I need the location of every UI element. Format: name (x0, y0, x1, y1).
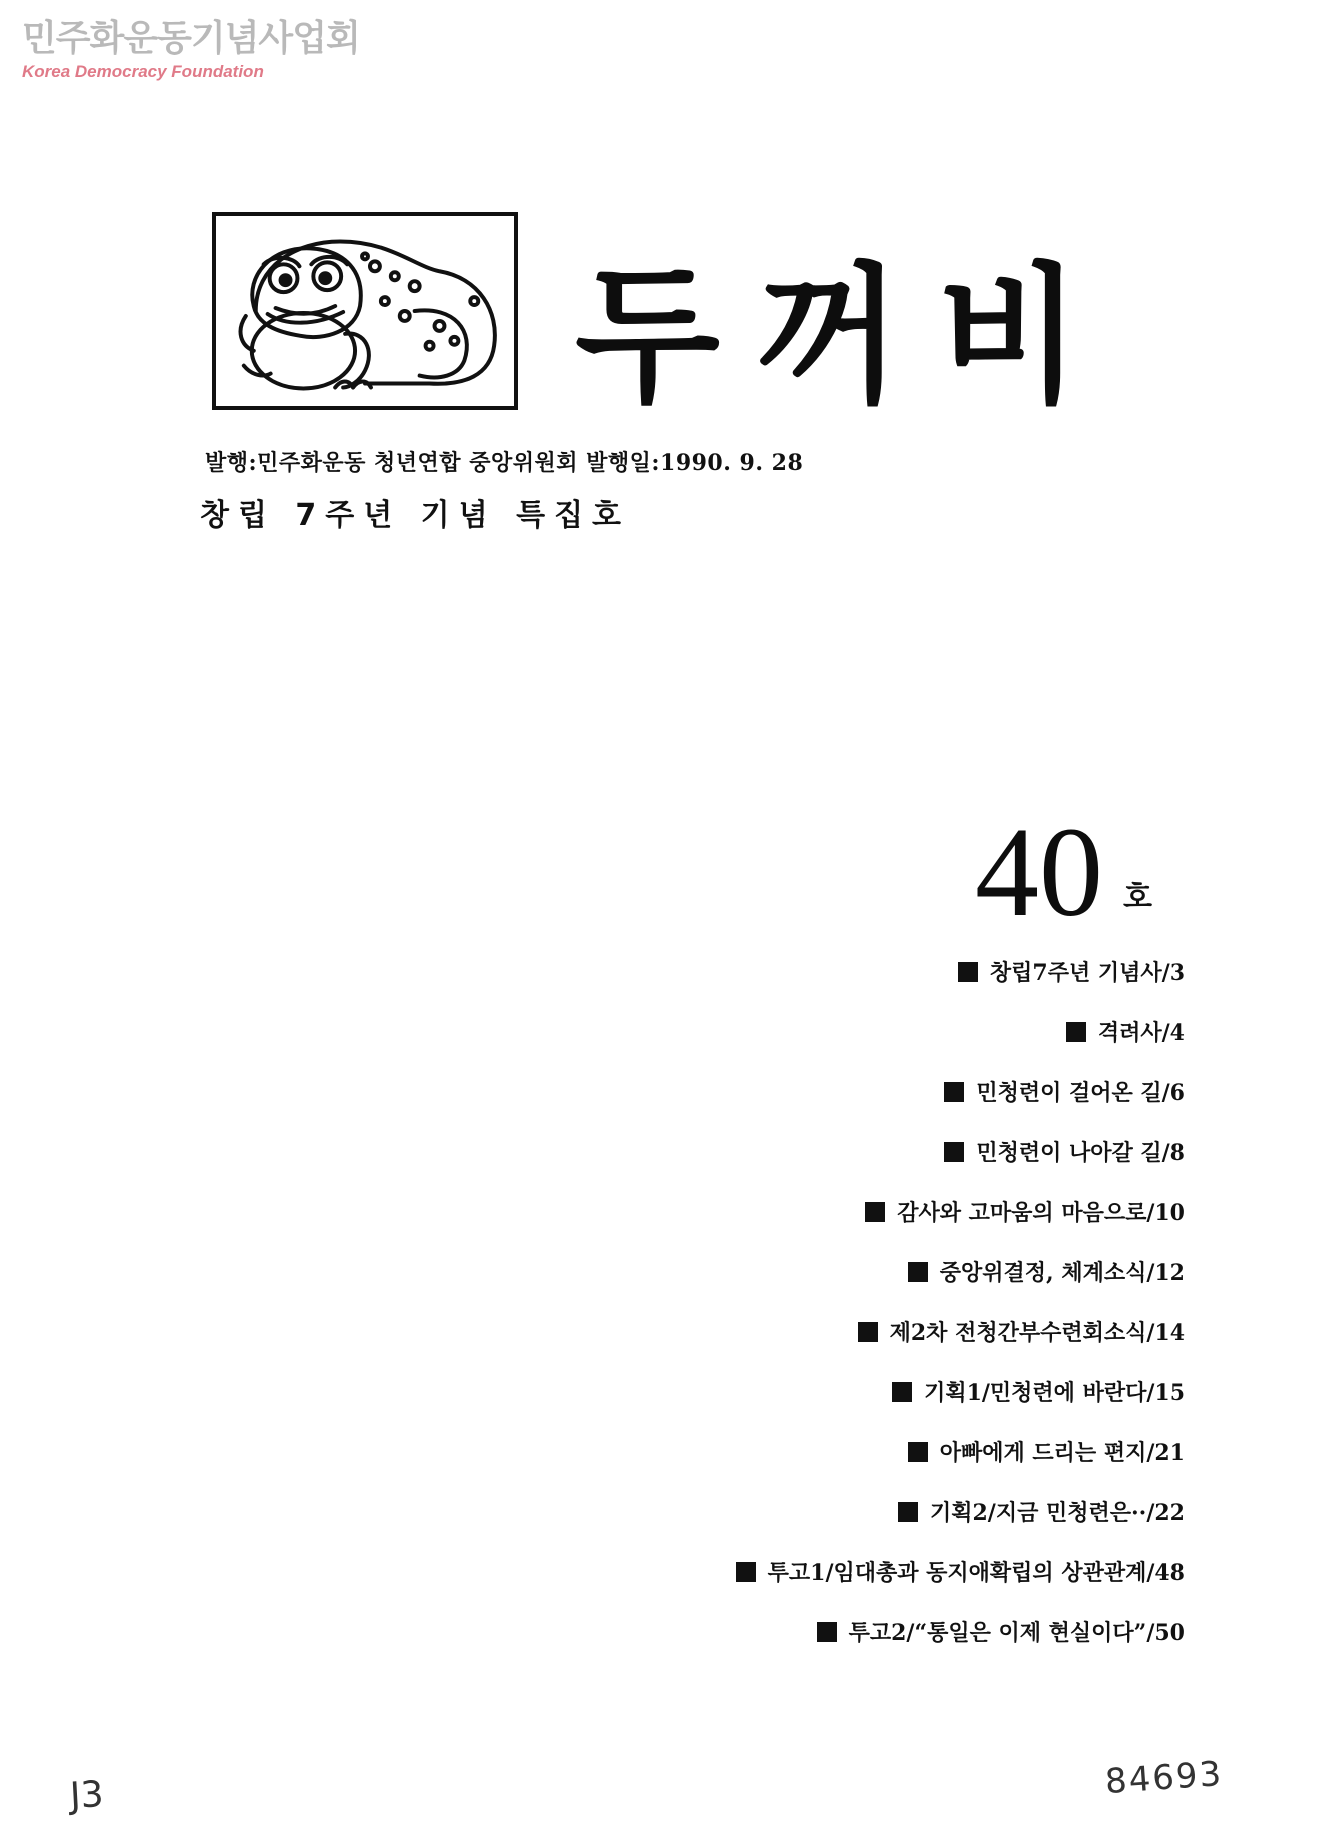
square-bullet-icon (865, 1202, 885, 1222)
toc-item (736, 1553, 1185, 1613)
toc-item-label: 격려사/4 (1097, 1020, 1185, 1046)
watermark (22, 17, 360, 82)
toc-item-label: 기획2/지금 민청련은··/22 (930, 1500, 1185, 1526)
square-bullet-icon (858, 1322, 878, 1342)
toc-item-label: 감사와 고마움의 마음으로/10 (897, 1200, 1185, 1226)
square-bullet-icon (817, 1622, 837, 1642)
toc-item (736, 1493, 1185, 1553)
square-bullet-icon (736, 1562, 756, 1582)
toad-logo (212, 212, 518, 410)
toc-item-label: 민청련이 나아갈 길/8 (976, 1140, 1185, 1166)
handwritten-code: J3 (68, 1774, 105, 1817)
special-issue-title: 창립 7주년 기념 특집호 (200, 498, 631, 533)
toad-icon (216, 216, 514, 406)
toc-item (736, 1373, 1185, 1433)
table-of-contents (736, 953, 1185, 1673)
toc-item (736, 1133, 1185, 1193)
square-bullet-icon (958, 962, 978, 982)
square-bullet-icon (908, 1262, 928, 1282)
toc-item (736, 1193, 1185, 1253)
toc-item (736, 1073, 1185, 1133)
square-bullet-icon (944, 1142, 964, 1162)
issue-number (975, 801, 1152, 943)
toc-item (736, 1313, 1185, 1373)
handwritten-number: 84693 (1103, 1753, 1225, 1803)
masthead-title: 두꺼비 (575, 250, 1118, 424)
toc-item-label: 아빠에게 드리는 편지/21 (939, 1440, 1185, 1466)
square-bullet-icon (892, 1382, 912, 1402)
toc-item (736, 1253, 1185, 1313)
toc-item (736, 953, 1185, 1013)
toc-item-label: 중앙위결정, 체계소식/12 (939, 1260, 1185, 1286)
toc-item-label: 기획1/민청련에 바란다/15 (924, 1380, 1185, 1406)
square-bullet-icon (908, 1442, 928, 1462)
toc-item-label: 투고1/임대총과 동지애확립의 상관관계/48 (767, 1560, 1185, 1586)
square-bullet-icon (944, 1082, 964, 1102)
toc-item-label: 민청련이 걸어온 길/6 (976, 1080, 1185, 1106)
toc-item (736, 1433, 1185, 1493)
square-bullet-icon (898, 1502, 918, 1522)
toc-item-label: 제2차 전청간부수련회소식/14 (889, 1320, 1185, 1346)
toc-item-label: 창립7주년 기념사/3 (989, 960, 1185, 986)
toc-item (736, 1013, 1185, 1073)
watermark-english: Korea Democracy Foundation (22, 62, 264, 81)
issue-number-value: 40 (975, 801, 1103, 943)
toc-item-label: 투고2/“통일은 이제 현실이다”/50 (848, 1620, 1185, 1646)
issue-number-unit: 호 (1123, 880, 1152, 915)
watermark-korean: 민주화운동기념사업회 (22, 17, 360, 59)
toc-item (736, 1613, 1185, 1673)
square-bullet-icon (1066, 1022, 1086, 1042)
publisher-line: 발행:민주화운동 청년연합 중앙위원회 발행일:1990. 9. 28 (205, 450, 804, 476)
